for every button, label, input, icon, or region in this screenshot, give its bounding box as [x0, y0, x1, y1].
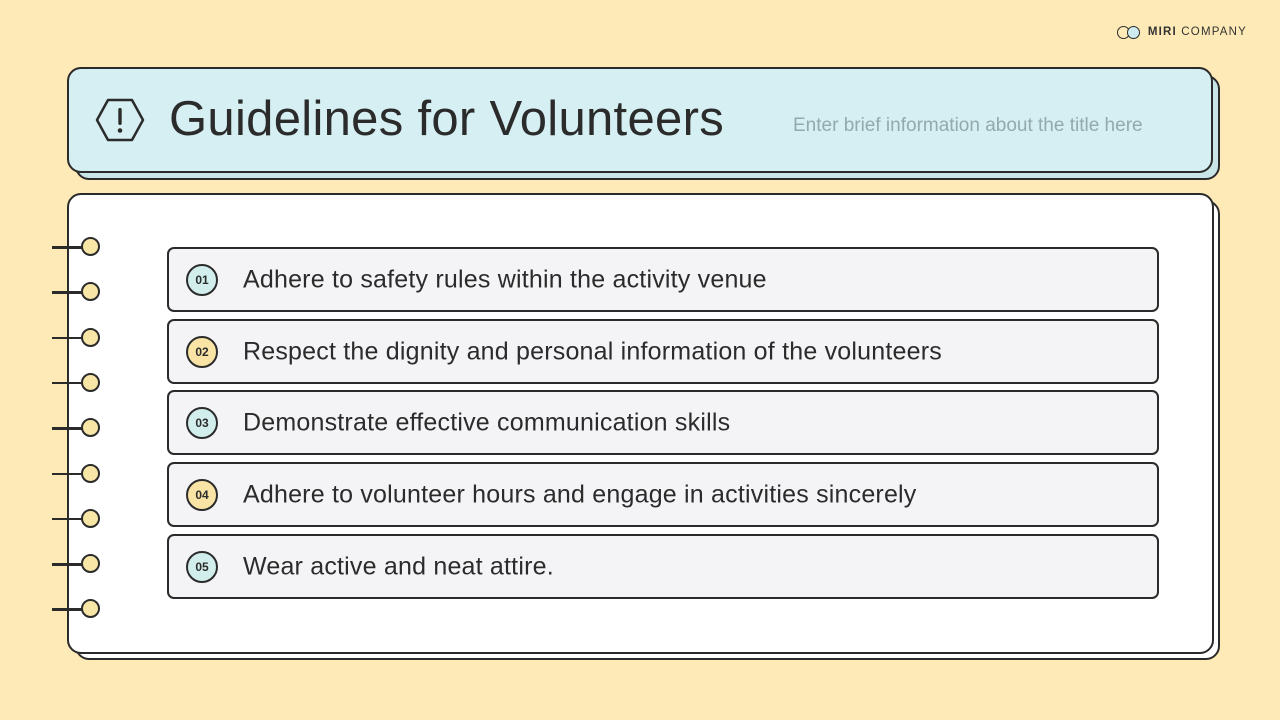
binder-ring-icon — [52, 328, 102, 348]
number-badge: 05 — [186, 551, 218, 583]
binder-ring-icon — [52, 418, 102, 438]
binder-ring-icon — [52, 599, 102, 619]
binder-ring-icon — [52, 373, 102, 393]
page-title: Guidelines for Volunteers — [169, 92, 724, 146]
number-badge: 03 — [186, 407, 218, 439]
binder-ring-icon — [52, 237, 102, 257]
number-badge: 01 — [186, 264, 218, 296]
binder-ring-icon — [52, 282, 102, 302]
warning-hexagon-icon — [95, 97, 145, 143]
list-item — [167, 247, 1159, 312]
binder-ring-icon — [52, 509, 102, 529]
brand-name: MIRI COMPANY — [1147, 26, 1247, 38]
two-circles-logo-icon — [1117, 24, 1142, 40]
guideline-text: Demonstrate effective communication skills — [243, 408, 731, 436]
guideline-text: Adhere to safety rules within the activity venue — [243, 265, 767, 293]
header-card — [67, 67, 1213, 173]
brand-logo — [1117, 24, 1247, 40]
guideline-text: Wear active and neat attire. — [243, 552, 554, 580]
list-item — [167, 462, 1159, 527]
list-item — [167, 390, 1159, 455]
number-badge: 02 — [186, 336, 218, 368]
number-badge: 04 — [186, 479, 218, 511]
binder-ring-icon — [52, 464, 102, 484]
list-item — [167, 534, 1159, 599]
list-item — [167, 319, 1159, 384]
title-subtitle: Enter brief information about the title here — [793, 115, 1143, 136]
guideline-text: Adhere to volunteer hours and engage in activities sincerely — [243, 480, 917, 508]
binder-ring-icon — [52, 554, 102, 574]
guideline-text: Respect the dignity and personal information of the volunteers — [243, 337, 942, 365]
